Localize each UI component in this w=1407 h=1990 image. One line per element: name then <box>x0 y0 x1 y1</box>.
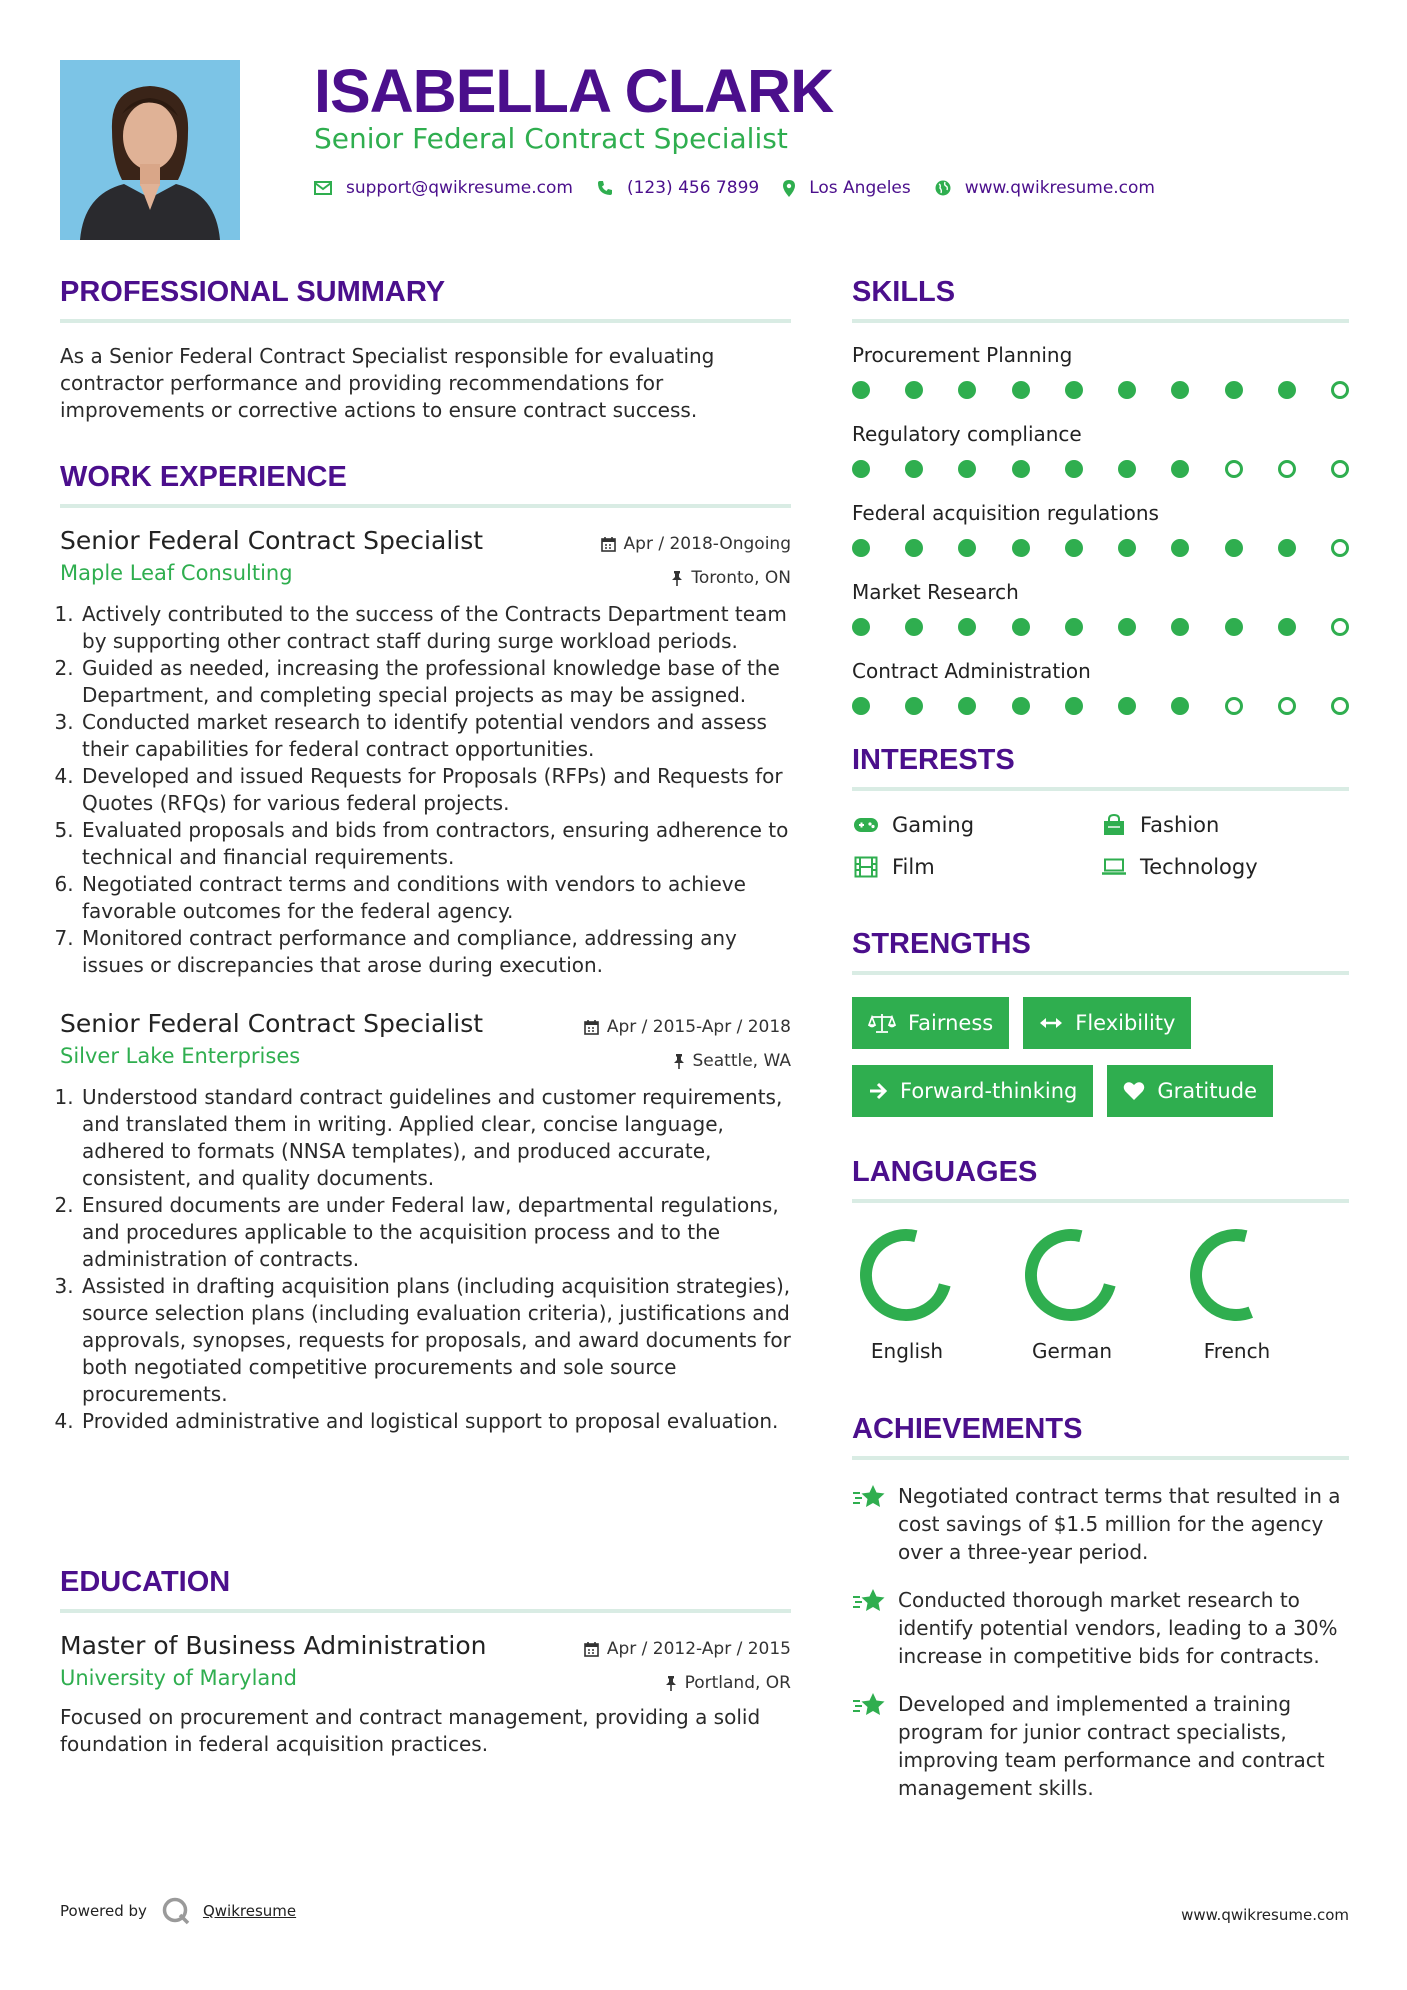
job-entry <box>60 526 791 979</box>
interests-heading: INTERESTS <box>852 744 1015 776</box>
skill-dot-filled <box>905 539 923 557</box>
skill-dot-filled <box>958 539 976 557</box>
globe-icon <box>935 180 951 196</box>
achievement-text: Conducted thorough market research to identify potential vendors, leading to a 30% increase in competitive bids for contracts. <box>898 1588 1338 1668</box>
skill-name: Federal acquisition regulations <box>852 501 1159 525</box>
job-bullet: 1. Actively contributed to the success of the Contracts Department team by supporting other contract staff during surge workload periods. <box>80 601 791 655</box>
shopping-bag-icon <box>1100 813 1128 837</box>
strength-label: Gratitude <box>1157 1079 1257 1103</box>
skill-dot-filled <box>1118 460 1136 478</box>
section-divider <box>852 787 1349 791</box>
skill-dot-filled <box>1065 697 1083 715</box>
skill-item <box>852 580 1349 636</box>
strengths-heading: STRENGTHS <box>852 928 1031 960</box>
skill-dot-filled <box>1171 381 1189 399</box>
skill-dot-filled <box>1012 381 1030 399</box>
gamepad-icon <box>852 813 880 837</box>
job-bullet: 6. Negotiated contract terms and conditions with vendors to achieve favorable outcomes for the federal agency. <box>80 871 791 925</box>
strength-tag <box>852 1065 1093 1117</box>
phone-icon <box>597 180 613 196</box>
education-location <box>665 1673 791 1693</box>
job-company: Silver Lake Enterprises <box>60 1044 301 1068</box>
education-section <box>60 1566 791 1758</box>
skill-dot-filled <box>1171 460 1189 478</box>
pushpin-icon <box>673 1053 685 1069</box>
job-entry <box>60 1009 791 1435</box>
envelope-icon <box>314 181 332 195</box>
skill-dot-filled <box>852 539 870 557</box>
achievements-section <box>852 1413 1349 1802</box>
education-entry <box>60 1631 791 1758</box>
map-marker-icon <box>783 180 795 197</box>
job-title: Senior Federal Contract Specialist <box>60 1009 484 1038</box>
language-progress-ring <box>1021 1225 1121 1325</box>
interests-section <box>852 744 1349 879</box>
skill-dot-filled <box>958 618 976 636</box>
language-item <box>1182 1225 1347 1363</box>
skill-item <box>852 501 1349 557</box>
skill-dot-empty <box>1331 697 1349 715</box>
strength-label: Flexibility <box>1075 1011 1176 1035</box>
strength-tag <box>1023 997 1191 1049</box>
job-dates <box>584 1017 791 1037</box>
experience-heading: WORK EXPERIENCE <box>60 461 347 493</box>
achievement-text: Developed and implemented a training program for junior contract specialists, improving team performance and contract management skills. <box>898 1692 1325 1800</box>
interest-label: Gaming <box>892 813 975 837</box>
skill-rating <box>852 618 1349 636</box>
skill-dot-filled <box>1225 618 1243 636</box>
language-item <box>1017 1225 1182 1363</box>
job-bullet: 2. Guided as needed, increasing the professional knowledge base of the Department, and completing special projects as may be assigned. <box>80 655 791 709</box>
star-award-icon <box>852 1586 898 1670</box>
interest-label: Fashion <box>1140 813 1220 837</box>
skill-rating <box>852 460 1349 478</box>
skill-dot-filled <box>1065 381 1083 399</box>
job-bullet: 3. Conducted market research to identify potential vendors and assess their capabilities for federal contract opportunities. <box>80 709 791 763</box>
strengths-section <box>852 928 1349 1117</box>
language-progress-ring <box>1186 1225 1286 1325</box>
job-bullet: 2. Ensured documents are under Federal law, departmental regulations, and procedures applicable to the acquisition process and to the administration of contracts. <box>80 1192 791 1273</box>
languages-section <box>852 1156 1349 1363</box>
skill-item <box>852 422 1349 478</box>
skill-dot-filled <box>1171 539 1189 557</box>
contact-phone[interactable]: (123) 456 7899 <box>626 178 760 198</box>
summary-text: As a Senior Federal Contract Specialist responsible for evaluating contractor performance and providing recommendations for improvements or corrective actions to ensure contract success. <box>60 344 715 422</box>
skill-dot-empty <box>1225 697 1243 715</box>
skill-dot-filled <box>958 697 976 715</box>
education-dates-text: Apr / 2012-Apr / 2015 <box>606 1639 791 1659</box>
pushpin-icon <box>665 1675 677 1691</box>
strengths-list <box>852 997 1349 1117</box>
skill-item <box>852 659 1349 715</box>
candidate-name: ISABELLA CLARK <box>314 57 834 125</box>
footer-powered-by <box>60 1896 296 1926</box>
achievement-item <box>852 1482 1349 1566</box>
skill-dot-filled <box>1278 618 1296 636</box>
skill-dot-filled <box>1065 539 1083 557</box>
skill-dot-filled <box>852 618 870 636</box>
arrows-horizontal-icon <box>1039 1016 1063 1030</box>
achievement-text: Negotiated contract terms that resulted in a cost savings of $1.5 million for the agency over a three-year period. <box>898 1484 1341 1564</box>
skill-item <box>852 343 1349 399</box>
section-divider <box>852 319 1349 323</box>
interest-label: Technology <box>1140 855 1258 879</box>
job-location-text: Toronto, ON <box>691 568 791 588</box>
job-bullet: 4. Provided administrative and logistical support to proposal evaluation. <box>80 1408 791 1435</box>
job-title: Senior Federal Contract Specialist <box>60 526 484 555</box>
skill-dot-filled <box>1278 539 1296 557</box>
skill-dot-filled <box>1118 381 1136 399</box>
education-dates <box>584 1639 791 1659</box>
job-bullet: 3. Assisted in drafting acquisition plans (including acquisition strategies), source selection plans (including evaluation criteria), justifications and approvals, synopses, requests for proposals, and award documents for both negotiated competitive procurements and sole source procurements. <box>80 1273 791 1408</box>
contact-email[interactable]: support@qwikresume.com <box>346 178 573 198</box>
heart-icon <box>1123 1081 1145 1101</box>
skill-dot-empty <box>1331 539 1349 557</box>
section-divider <box>60 504 791 508</box>
pushpin-icon <box>671 570 683 586</box>
skill-dot-empty <box>1331 381 1349 399</box>
skill-dot-empty <box>1331 618 1349 636</box>
brand-link[interactable]: Qwikresume <box>202 1902 297 1920</box>
job-dates-text: Apr / 2018-Ongoing <box>623 534 791 554</box>
achievement-item <box>852 1586 1349 1670</box>
job-location-text: Seattle, WA <box>692 1051 791 1071</box>
interest-item <box>1100 855 1348 879</box>
skill-dot-filled <box>958 381 976 399</box>
skill-rating <box>852 381 1349 399</box>
job-dates <box>601 534 791 554</box>
job-dates-text: Apr / 2015-Apr / 2018 <box>606 1017 791 1037</box>
section-divider <box>852 1456 1349 1460</box>
skill-name: Procurement Planning <box>852 343 1073 367</box>
arrow-right-icon <box>868 1082 888 1100</box>
section-divider <box>852 971 1349 975</box>
powered-by-label: Powered by <box>60 1902 147 1920</box>
skill-dot-filled <box>1171 618 1189 636</box>
calendar-icon <box>601 536 616 552</box>
skill-dot-filled <box>1225 539 1243 557</box>
skill-dot-filled <box>1065 618 1083 636</box>
skill-dot-filled <box>1278 381 1296 399</box>
language-name: English <box>870 1339 944 1363</box>
qwikresume-logo-icon <box>161 1896 191 1926</box>
job-bullet: 7. Monitored contract performance and compliance, addressing any issues or discrepancies that arose during execution. <box>80 925 791 979</box>
contact-website[interactable]: www.qwikresume.com <box>964 178 1155 198</box>
calendar-icon <box>584 1641 599 1657</box>
skill-dot-filled <box>1118 618 1136 636</box>
film-icon <box>852 855 880 879</box>
language-name: German <box>1031 1339 1113 1363</box>
experience-section <box>60 461 791 1435</box>
degree-title: Master of Business Administration <box>60 1631 487 1660</box>
language-progress-arc <box>1031 1235 1110 1315</box>
summary-section <box>60 276 791 424</box>
skills-section <box>852 276 1349 715</box>
skill-dot-filled <box>1118 697 1136 715</box>
skill-rating <box>852 539 1349 557</box>
interest-item <box>852 813 1100 837</box>
skill-dot-filled <box>1225 381 1243 399</box>
footer-website[interactable]: www.qwikresume.com <box>1181 1906 1349 1924</box>
laptop-icon <box>1100 855 1128 879</box>
calendar-icon <box>584 1019 599 1035</box>
skill-dot-filled <box>1012 618 1030 636</box>
job-company: Maple Leaf Consulting <box>60 561 293 585</box>
skill-dot-empty <box>1278 697 1296 715</box>
skill-dot-filled <box>1012 539 1030 557</box>
language-progress-ring <box>856 1225 956 1325</box>
skill-dot-filled <box>852 697 870 715</box>
skills-list <box>852 343 1349 715</box>
skill-dot-empty <box>1225 460 1243 478</box>
school-name: University of Maryland <box>60 1666 297 1690</box>
skill-name: Market Research <box>852 580 1019 604</box>
job-bullets <box>60 601 791 979</box>
skill-dot-filled <box>905 460 923 478</box>
skill-dot-empty <box>1331 460 1349 478</box>
skill-dot-filled <box>958 460 976 478</box>
candidate-role: Senior Federal Contract Specialist <box>314 122 788 155</box>
star-award-icon <box>852 1482 898 1566</box>
education-heading: EDUCATION <box>60 1566 231 1598</box>
balance-scale-icon <box>868 1012 896 1034</box>
strength-tag <box>1107 1065 1273 1117</box>
strength-tag <box>852 997 1009 1049</box>
star-award-icon <box>852 1690 898 1802</box>
skills-heading: SKILLS <box>852 276 956 308</box>
language-name: French <box>1203 1339 1271 1363</box>
interest-item <box>852 855 1100 879</box>
job-bullet: 1. Understood standard contract guidelines and customer requirements, and translated them in writing. Applied clear, concise language, adhered to formats (NNSA templates), and produced accurate, consistent, and quality documents. <box>80 1084 791 1192</box>
languages-list <box>852 1225 1349 1363</box>
education-location-text: Portland, OR <box>684 1673 791 1693</box>
skill-dot-filled <box>905 618 923 636</box>
section-divider <box>852 1199 1349 1203</box>
job-bullets <box>60 1084 791 1435</box>
language-progress-arc <box>1196 1235 1251 1315</box>
section-divider <box>60 319 791 323</box>
strength-label: Forward-thinking <box>900 1079 1078 1103</box>
skill-dot-filled <box>1065 460 1083 478</box>
skill-dot-filled <box>905 381 923 399</box>
skill-dot-filled <box>1012 460 1030 478</box>
skill-name: Contract Administration <box>852 659 1091 683</box>
achievements-heading: ACHIEVEMENTS <box>852 1413 1083 1445</box>
education-description: Focused on procurement and contract management, providing a solid foundation in federal acquisition practices. <box>60 1705 761 1756</box>
job-bullet: 4. Developed and issued Requests for Proposals (RFPs) and Requests for Quotes (RFQs) for various federal projects. <box>80 763 791 817</box>
skill-dot-empty <box>1278 460 1296 478</box>
section-divider <box>60 1609 791 1613</box>
skill-dot-filled <box>852 381 870 399</box>
skill-dot-filled <box>852 460 870 478</box>
strength-label: Fairness <box>908 1011 994 1035</box>
interests-list <box>852 813 1349 879</box>
job-location <box>671 568 791 588</box>
skill-dot-filled <box>1012 697 1030 715</box>
job-location <box>673 1051 792 1071</box>
achievement-item <box>852 1690 1349 1802</box>
skill-name: Regulatory compliance <box>852 422 1082 446</box>
language-item <box>852 1225 1017 1363</box>
language-progress-arc <box>866 1235 945 1315</box>
interest-label: Film <box>892 855 935 879</box>
job-bullet: 5. Evaluated proposals and bids from contractors, ensuring adherence to technical and financial requirements. <box>80 817 791 871</box>
interest-item <box>1100 813 1348 837</box>
skill-rating <box>852 697 1349 715</box>
contact-location: Los Angeles <box>809 178 911 198</box>
skill-dot-filled <box>1118 539 1136 557</box>
contact-bar <box>314 178 1179 198</box>
skill-dot-filled <box>1171 697 1189 715</box>
profile-photo <box>60 60 240 240</box>
skill-dot-filled <box>905 697 923 715</box>
summary-heading: PROFESSIONAL SUMMARY <box>60 276 446 308</box>
languages-heading: LANGUAGES <box>852 1156 1038 1188</box>
